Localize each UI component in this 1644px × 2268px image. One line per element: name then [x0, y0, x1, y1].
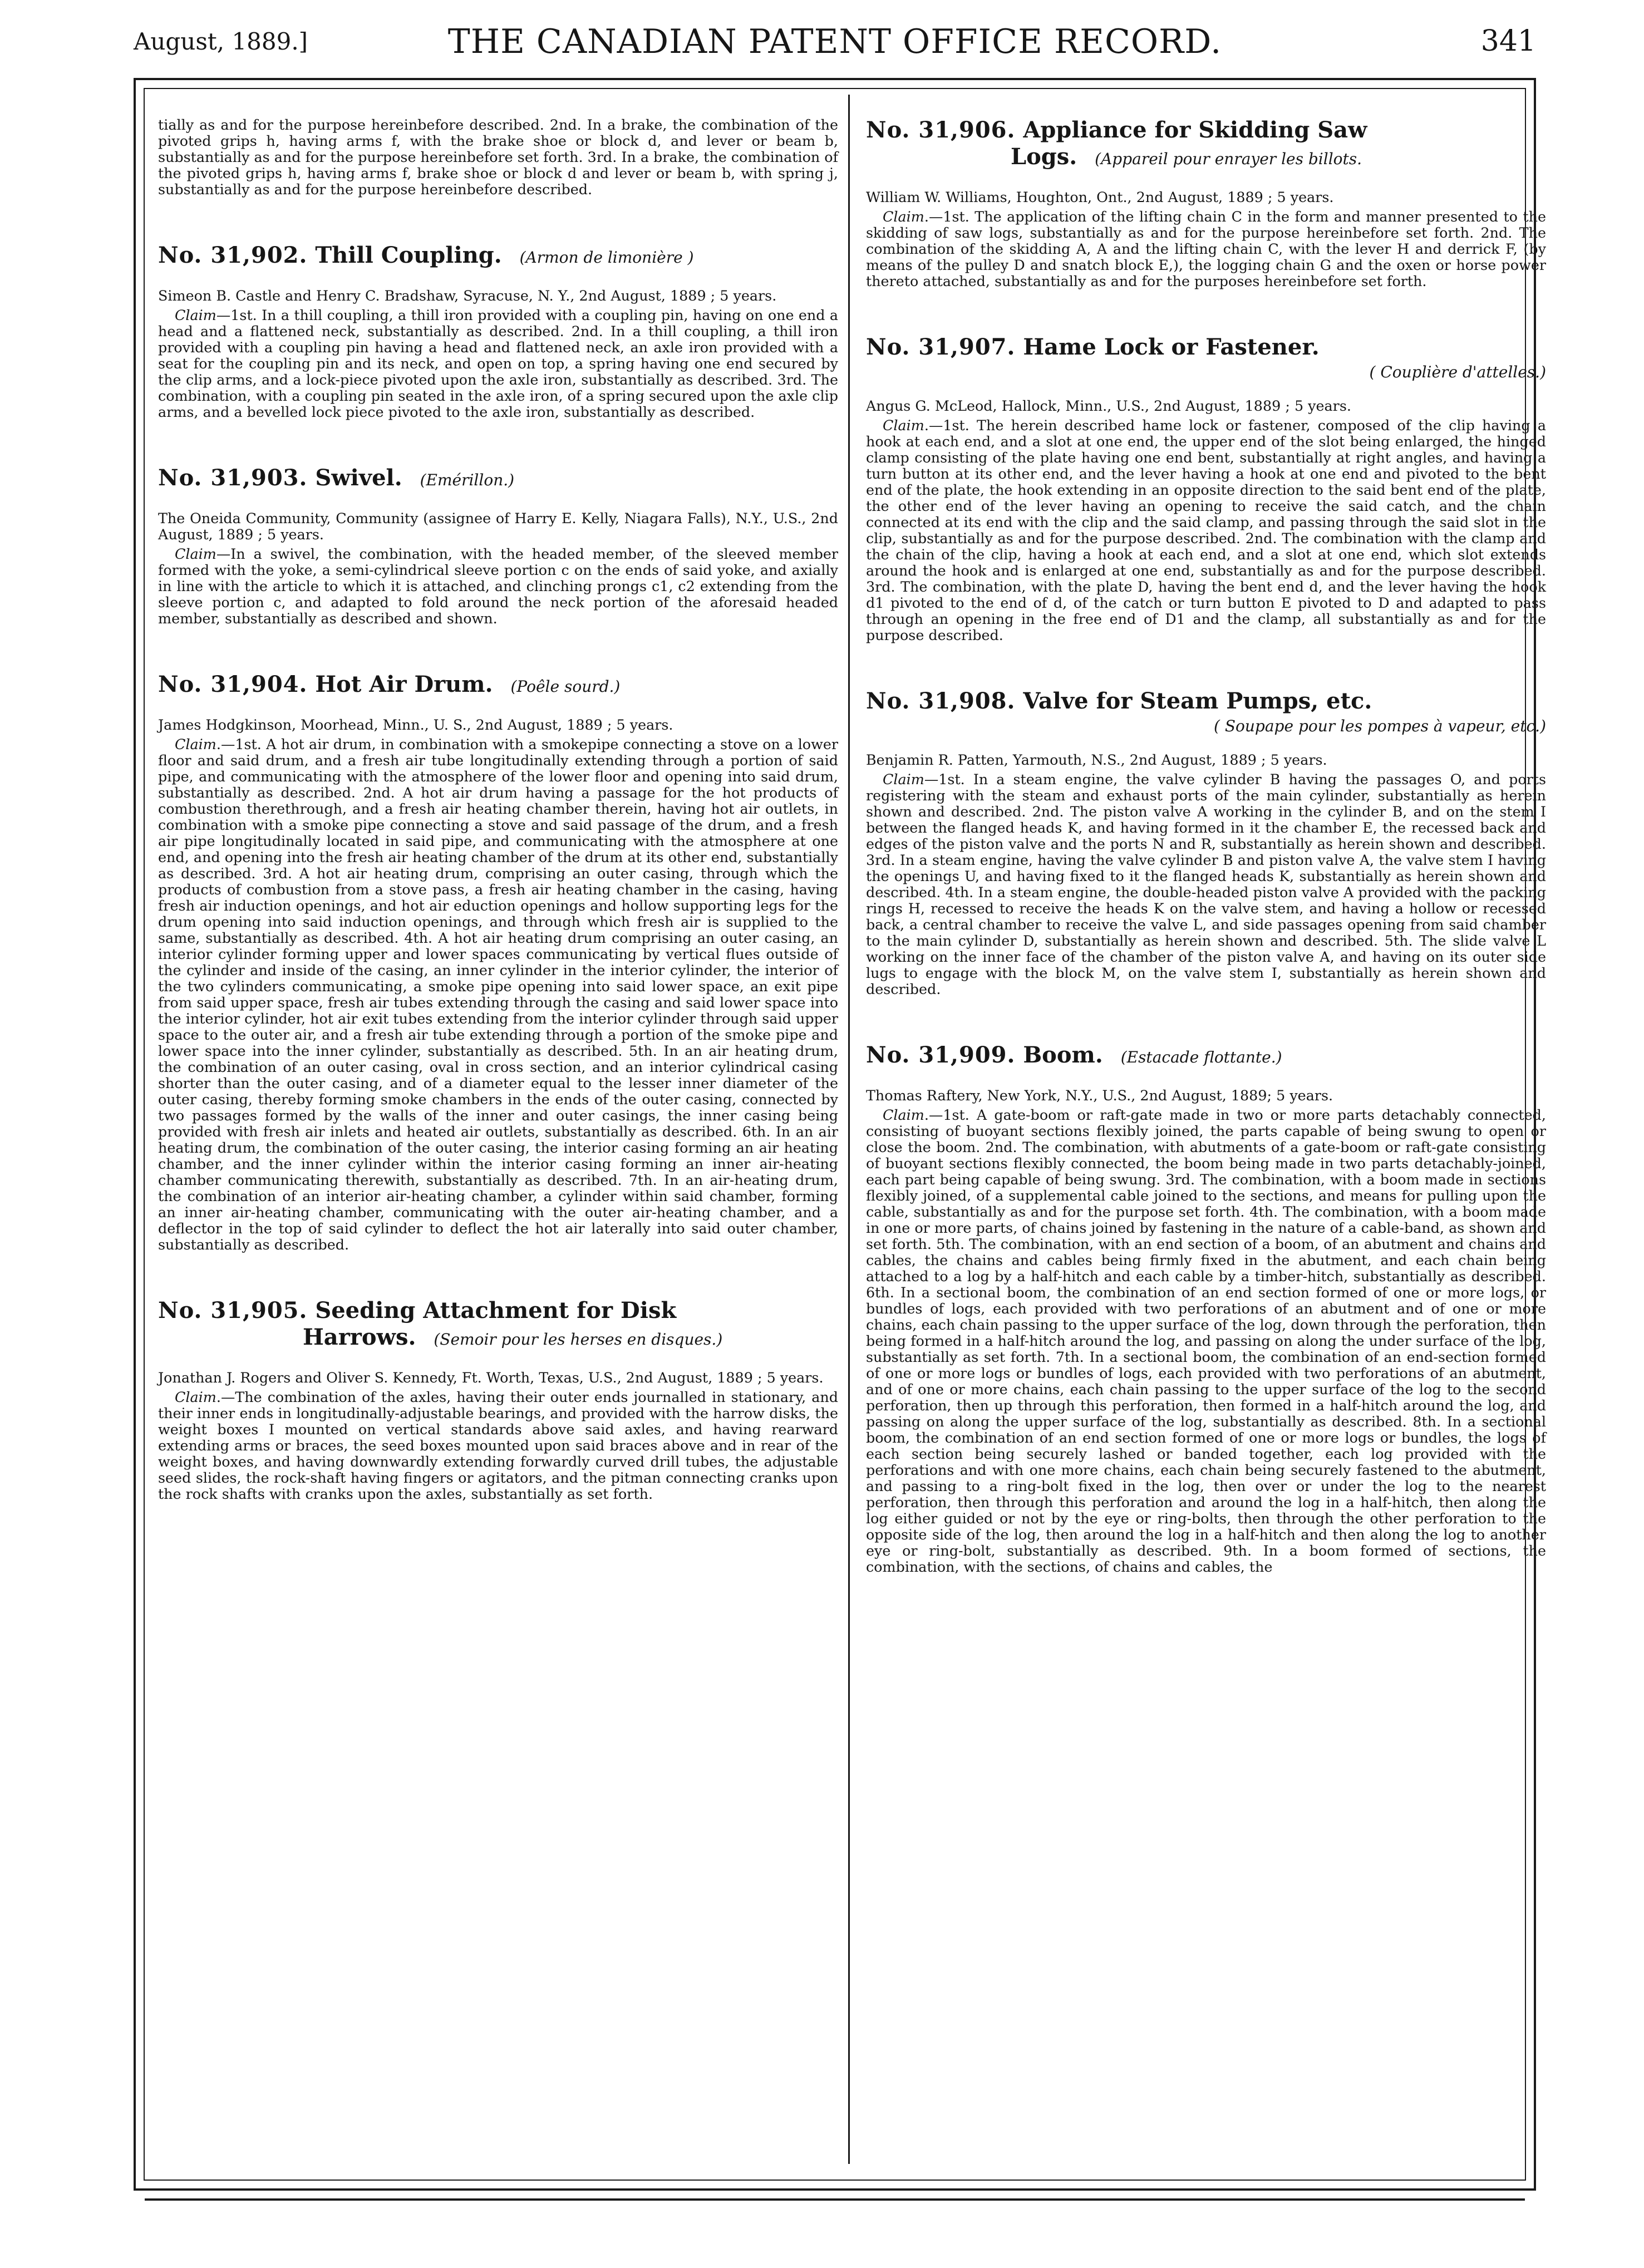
- applicant-line: Jonathan J. Rogers and Oliver S. Kennedy, Ft. Worth, Texas, U.S., 2nd August, 1889 ; 5 years.: [158, 1369, 824, 1386]
- claim-text: [158, 307, 838, 420]
- patent-name-continued: Harrows.: [303, 1324, 416, 1350]
- patent-name: Valve for Steam Pumps, etc.: [1023, 688, 1372, 714]
- patent-name: Hame Lock or Fastener.: [1023, 334, 1320, 360]
- claim-label: Claim: [175, 736, 216, 752]
- patent-number: No. 31,907.: [866, 334, 1016, 360]
- patent-entry-31908: [866, 688, 1546, 997]
- claim-label: Claim: [883, 1106, 924, 1123]
- journal-title: THE CANADIAN PATENT OFFICE RECORD.: [447, 22, 1222, 61]
- column-divider: [848, 95, 850, 2164]
- claim-label: Claim: [883, 417, 924, 434]
- patent-entry-31902: [158, 242, 838, 420]
- claim-label: Claim: [175, 545, 216, 562]
- patent-title: [866, 334, 1546, 361]
- claim-label: Claim: [883, 771, 924, 788]
- patent-title: [158, 1297, 838, 1324]
- patent-number: No. 31,909.: [866, 1042, 1016, 1068]
- patent-entry-31907: [866, 334, 1546, 643]
- patent-name-continued: Logs.: [1011, 144, 1077, 170]
- claim-label: Claim: [883, 208, 924, 225]
- claim-text: [866, 1107, 1546, 1575]
- claim-body: —In a swivel, the combination, with the headed member, of the sleeved member formed with the yoke, a semi-cylindrical sleeve portion c on the ends of said yoke, and axially in line with the article to which it is attached, and clinching prongs c1, c2 extending from the sleeve portion c, and adapted to fold around the neck portion of the aforesaid headed member, substantially as described and shown.: [158, 545, 838, 627]
- running-head: [134, 22, 1536, 67]
- right-column: [866, 117, 1546, 1575]
- header-date: August, 1889.]: [134, 28, 308, 55]
- patent-entry-31904: [158, 671, 838, 1253]
- claim-body: .—1st. The application of the lifting chain C in the form and manner presented to the skidding of saw logs, substantially as and for the purpose hereinbefore set forth. 2nd. The combination of the skidding A, A and the lifting chain C, with the lever H and derrick F, (by means of the pulley D and snatch block E,), the logging chain G and the oxen or horse power thereto attached, substantially as and for the purposes hereinbefore set forth.: [866, 208, 1546, 289]
- claim-body: .—1st. The herein described hame lock or fastener, composed of the clip having a hook at each end, and a slot at one end, the upper end of the slot being enlarged, the hinged clamp consisting of the plate having one end bent, substantially at right angles, and having a turn button at its other end, and the lever having a hook at one end and pivoted to the bent end of the plate, the hook extending in an opposite direction to the said bent end of the plate, the other end of the lever having an opening to receive the said catch, and the chain connected at its end with the clip and the said clamp, and passing through the said slot in the clip, substantially as and for the purpose described. 2nd. The combination with the clamp and the chain of the clip, having a hook at each end, and a slot at one end, which slot extends around the hook and is enlarged at one end, substantially as and for the purpose described. 3rd. The combination, with the plate D, having the bent end d, and the lever having the hook d1 pivoted to the end of d, of the catch or turn button E pivoted to D and adapted to pass through an opening in the free end of D1 and the clamp, all substantially as and for the purpose described.: [866, 417, 1546, 643]
- patent-entry-31909: [866, 1042, 1546, 1575]
- french-title: ( Couplière d'attelles.): [1369, 363, 1546, 381]
- claim-text: [158, 1389, 838, 1502]
- claim-body: .—1st. A gate-boom or raft-gate made in two or more parts detachably connected, consisting of buoyant sections flexibly joined, the parts capable of being swung to open or close the boom. 2nd. The combination, with abutments of a gate-boom or raft-gate consisting of buoyant sections flexibly connected, the boom being made in two parts detachably-joined, each part being capable of being swung. 3rd. The combination, with a boom made in sections flexibly joined, of a supplemental cable joined to the sections, and means for pulling upon the cable, substantially as and for the purpose set forth. 4th. The combination, with a boom made in one or more parts, of chains joined by fastening in the nature of a cable-band, as shown and set forth. 5th. The combination, with an end section of a boom, of an abutment and chains and cables, the chains and cables being firmly fixed in the abutment, and each chain being attached to a log by a half-hitch and each cable by a timber-hitch, substantially as described. 6th. In a sectional boom, the combination of an end section formed of one or more logs, or bundles of logs, each provided with two perforations of an abutment and of one or more chains, each chain passing to the upper surface of the log, down through the perforation, then being formed in a half-hitch around the log, and passing on along the under surface of the log, substantially as set forth. 7th. In a sectional boom, the combination of an end-section formed of one or more logs or bundles of logs, each provided with two perforations of an abutment, and of one or more chains, each chain passing to the upper surface of the log to the second perforation, then up through this perforation, then formed in a half-hitch around the log, and passing on along the upper surface of the log, substantially as described. 8th. In a sectional boom, the combination of an end section formed of one or more logs or bundles, the logs of each section being securely lashed or banded together, each log provided with the perforations and with one more chains, each chain being securely fastened to the abutment, and passing to a ring-bolt fixed in the log, then over or under the log to the nearest perforation, then through this perforation and around the log in a half-hitch, then along the log either guided or not by the eye or ring-bolts, then through the other perforation to the opposite side of the log, then around the log in a half-hitch and then along the log to another eye or ring-bolt, substantially as described. 9th. In a boom formed of sections, the combination, with the sections, of chains and cables, the: [866, 1106, 1546, 1575]
- patent-title: [866, 688, 1546, 715]
- patent-number: No. 31,904.: [158, 671, 308, 697]
- page-number: 341: [1480, 24, 1536, 58]
- applicant-line: The Oneida Community, Community (assignee of Harry E. Kelly, Niagara Falls), N.Y., U.S., 2nd August, 1889 ; 5 years.: [158, 510, 838, 543]
- french-title: (Estacade flottante.): [1120, 1048, 1282, 1066]
- applicant-line: James Hodgkinson, Moorhead, Minn., U. S., 2nd August, 1889 ; 5 years.: [158, 716, 673, 733]
- patent-name: Thill Coupling.: [315, 242, 502, 268]
- patent-title: [866, 117, 1546, 144]
- patent-title: [866, 1042, 1546, 1071]
- patent-title-line2: [866, 144, 1546, 173]
- patent-title-line2: [158, 1324, 838, 1353]
- claim-label: Claim: [175, 307, 216, 323]
- french-title: (Emérillon.): [420, 471, 515, 489]
- patent-title: [158, 242, 838, 271]
- french-title: (Appareil pour enrayer les billots.: [1095, 150, 1362, 168]
- claim-label: Claim: [175, 1389, 216, 1405]
- claim-body: .—The combination of the axles, having their outer ends journalled in stationary, and their inner ends in longitudinally-adjustable bearings, and provided with the harrow disks, the weight boxes I mounted on vertical standards above said axles, and having rearward extending arms or braces, the seed boxes mounted upon said braces above and in rear of the weight boxes, and having downwardly extending forwardly curved drill tubes, the adjustable seed slides, the rock-shaft having fingers or agitators, and the pitman connecting cranks upon the rock shafts with cranks upon the axles, substantially as set forth.: [158, 1389, 838, 1502]
- left-column: [158, 117, 838, 1502]
- patent-name: Boom.: [1023, 1042, 1103, 1068]
- french-title: (Poêle sourd.): [510, 677, 621, 696]
- patent-entry-31903: [158, 465, 838, 627]
- claim-body: .—1st. A hot air drum, in combination with a smokepipe connecting a stove on a lower floor and said drum, and a fresh air tube longitudinally extending through a portion of said pipe, and communicating with the atmosphere of the lower floor and opening into said drum, substantially as described. 2nd. A hot air drum having a passage for the hot products of combustion therethrough, and a fresh air heating chamber therein, having hot air outlets, in combination with a smoke pipe connecting a stove and said passage of the drum, and a fresh air pipe longitudinally located in said pipe, and communicating with the atmosphere at one end, and opening into the fresh air heating chamber of the drum at its other end, substantially as described. 3rd. A hot air heating drum, comprising an outer casing, through which the products of combustion from a stove pass, a fresh air heating chamber in the casing, having fresh air induction openings, and hot air eduction openings and hollow supporting legs for the drum opening into said induction openings, and through which fresh air is supplied to the same, substantially as described. 4th. A hot air heating drum comprising an outer casing, an interior cylinder forming upper and lower spaces communicating by vertical flues outside of the cylinder and inside of the casing, an inner cylinder in the interior cylinder, the interior of the two cylinders communicating, a smoke pipe opening into said lower space, an exit pipe from said upper space, fresh air tubes extending through the casing and said lower space into the interior cylinder, hot air exit tubes extending from the interior cylinder through said upper space to the outer air, and a fresh air tube extending through a portion of the smoke pipe and lower space into the inner cylinder, substantially as described. 5th. In an air heating drum, the combination of an outer casing, oval in cross section, and an interior cylindrical casing shorter than the outer casing, and of a diameter equal to the lesser inner diameter of the outer casing, thereby forming smoke chambers in the ends of the outer casing, connected by two passages formed by the walls of the inner and outer casings, the inner casing being provided with fresh air inlets and heated air outlets, substantially as described. 6th. In an air heating drum, the combination of the outer casing, the interior casing forming an air heating chamber, and the inner cylinder within the interior casing forming an inner air-heating chamber communicating therewith, substantially as described. 7th. In an air-heating drum, the combination of an interior air-heating chamber, a cylinder within said chamber, forming an inner air-heating chamber, communicating with the outer air-heating chamber, and a deflector in the top of said cylinder to deflect the hot air laterally into said outer chamber, substantially as described.: [158, 736, 838, 1253]
- bottom-rule: [145, 2198, 1525, 2201]
- patent-name: Hot Air Drum.: [315, 671, 493, 697]
- patent-title: [158, 671, 838, 700]
- french-title: ( Soupape pour les pompes à vapeur, etc.): [1214, 717, 1546, 735]
- patent-number: No. 31,906.: [866, 117, 1016, 143]
- patent-number: No. 31,902.: [158, 242, 308, 268]
- patent-title: [158, 465, 838, 494]
- claim-text: [866, 417, 1546, 643]
- applicant-line: Angus G. McLeod, Hallock, Minn., U.S., 2nd August, 1889 ; 5 years.: [866, 397, 1351, 414]
- claim-text: [158, 546, 838, 627]
- patent-number: No. 31,908.: [866, 688, 1016, 714]
- claim-body: —1st. In a thill coupling, a thill iron provided with a coupling pin, having on one end a head and a flattened neck, substantially as described. 2nd. In a thill coupling, a thill iron provided with a coupling pin having a head and flattened neck, an axle iron provided with a seat for the coupling pin and its neck, and open on top, a spring having one end secured by the clip arms, and a lock-piece pivoted upon the axle iron, substantially as described. 3rd. The combination, with a coupling pin seated in the axle iron, of a spring secured upon the axle clip arms, and a bevelled lock piece pivoted to the axle iron, substantially as described.: [158, 307, 838, 420]
- claim-text: [158, 736, 838, 1253]
- claim-text: [866, 209, 1546, 289]
- applicant-line: Benjamin R. Patten, Yarmouth, N.S., 2nd August, 1889 ; 5 years.: [866, 751, 1327, 768]
- patent-entry-31906: [866, 117, 1546, 289]
- patent-name: Appliance for Skidding Saw: [1023, 117, 1367, 143]
- continued-text: tially as and for the purpose hereinbefore described. 2nd. In a brake, the combination of the pivoted grips h, having arms f, with the brake shoe or block d, and lever or beam b, substantially as and for the purpose hereinbefore set forth. 3rd. In a brake, the combination of the pivoted grips h, having arms f, brake shoe or block d and lever or beam b, with spring j, substantially as and for the purpose hereinbefore described.: [158, 116, 838, 198]
- applicant-line: Simeon B. Castle and Henry C. Bradshaw, Syracuse, N. Y., 2nd August, 1889 ; 5 years.: [158, 287, 777, 304]
- patent-number: No. 31,905.: [158, 1297, 308, 1324]
- patent-number: No. 31,903.: [158, 465, 308, 491]
- patent-name: Swivel.: [315, 465, 402, 491]
- applicant-line: Thomas Raftery, New York, N.Y., U.S., 2nd August, 1889; 5 years.: [866, 1087, 1333, 1104]
- french-title: (Armon de limonière ): [519, 248, 694, 267]
- patent-entry-31905: [158, 1297, 838, 1502]
- patent-name: Seeding Attachment for Disk: [315, 1297, 677, 1324]
- claim-text: [866, 771, 1546, 997]
- french-title: (Semoir pour les herses en disques.): [434, 1330, 723, 1349]
- claim-body: —1st. In a steam engine, the valve cylinder B having the passages O, and ports registering with the steam and exhaust ports of the main cylinder, substantially as herein shown and described. 2nd. The piston valve A working in the cylinder B, and on the stem I between the flanged heads K, and having formed in it the chamber E, the recessed back and edges of the piston valve and the ports N and R, substantially as herein shown and described. 3rd. In a steam engine, having the valve cylinder B and piston valve A, the valve stem I having the openings U, and having fixed to it the flanged heads K, substantially as herein shown and described. 4th. In a steam engine, the double-headed piston valve A provided with the packing rings H, recessed to receive the heads K on the valve stem, and having a hollow or recessed back, a central chamber to receive the valve L, and side passages opening from said chamber to the main cylinder D, substantially as herein shown and described. 5th. The slide valve L working on the inner face of the chamber of the piston valve A, and having on its outer side lugs to engage with the block M, on the valve stem I, substantially as herein shown and described.: [866, 771, 1546, 997]
- applicant-line: William W. Williams, Houghton, Ont., 2nd August, 1889 ; 5 years.: [866, 189, 1334, 205]
